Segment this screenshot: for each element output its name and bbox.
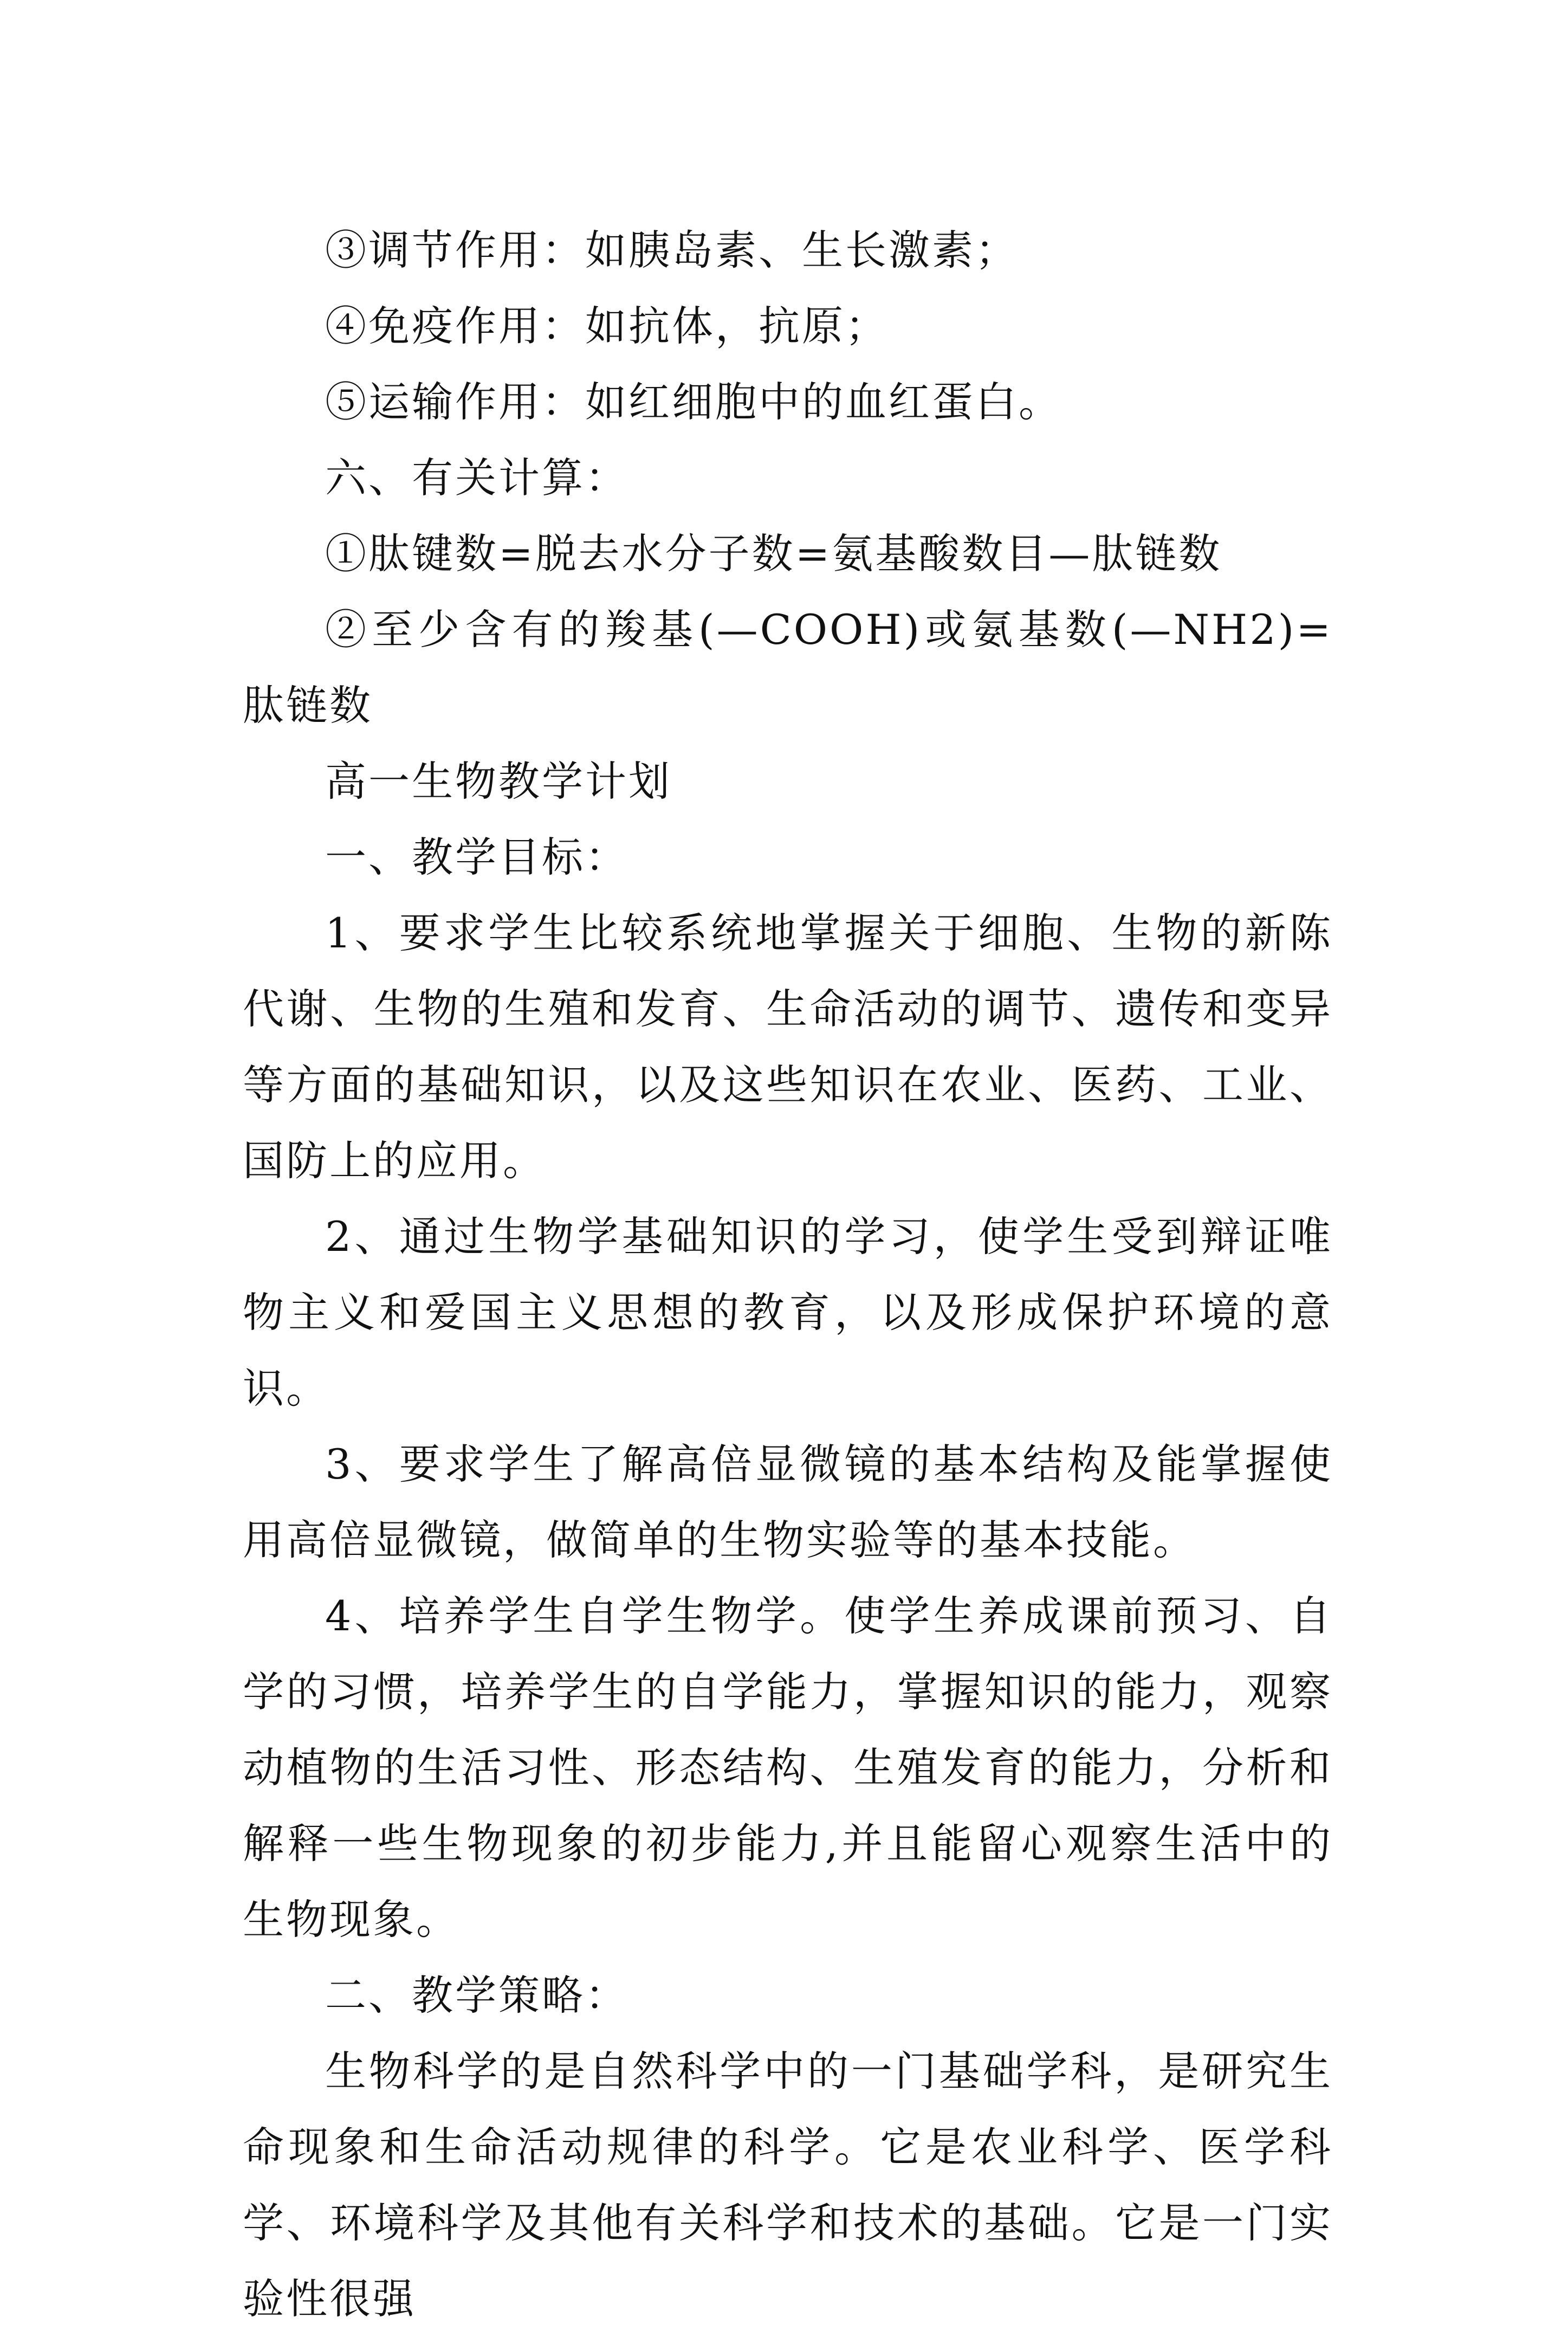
formula-peptide-bonds: ①肽键数=脱去水分子数=氨基酸数目—肽链数 [325,530,1222,578]
strategy-paragraph: 生物科学的是自然科学中的一门基础学科，是研究生命现象和生命活动规律的科学。它是农业科学、医学科学、环境科学及其他有关科学和技术的基础。它是一门实验性很强 [243,2047,1333,2323]
goal-paragraph-1: 1、要求学生比较系统地掌握关于细胞、生物的新陈代谢、生物的生殖和发育、生命活动的调节、遗传和变异等方面的基础知识，以及这些知识在农业、医药、工业、国防上的应用。 [243,909,1333,1185]
goal-paragraph-4: 4、培养学生自学生物学。使学生养成课前预习、自学的习惯，培养学生的自学能力，掌握知识的能力，观察动植物的生活习性、形态结构、生殖发育的能力，分析和解释一些生物现象的初步能力,并且能留心观察生活中的生物现象。 [243,1592,1333,1944]
section-heading-strategy: 二、教学策略： [325,1971,629,2019]
goal-paragraph-3: 3、要求学生了解高倍显微镜的基本结构及能掌握使用高倍显微镜，做简单的生物实验等的基本技能。 [243,1440,1333,1564]
section-heading-calculation: 六、有关计算： [325,454,629,502]
section-heading-goals: 一、教学目标： [325,833,629,881]
formula-carboxyl-amino: ②至少含有的羧基(—COOH)或氨基数(—NH2)=肽链数 [243,605,1333,729]
item-regulation: ③调节作用：如胰岛素、生长激素； [325,226,1019,274]
document-body [243,212,1333,2337]
item-immunity: ④免疫作用：如抗体，抗原； [325,302,889,350]
item-transport: ⑤运输作用：如红细胞中的血红蛋白。 [325,378,1062,426]
goal-paragraph-2: 2、通过生物学基础知识的学习，使学生受到辩证唯物主义和爱国主义思想的教育，以及形成保护环境的意识。 [243,1212,1333,1412]
document-title: 高一生物教学计划 [325,757,672,805]
